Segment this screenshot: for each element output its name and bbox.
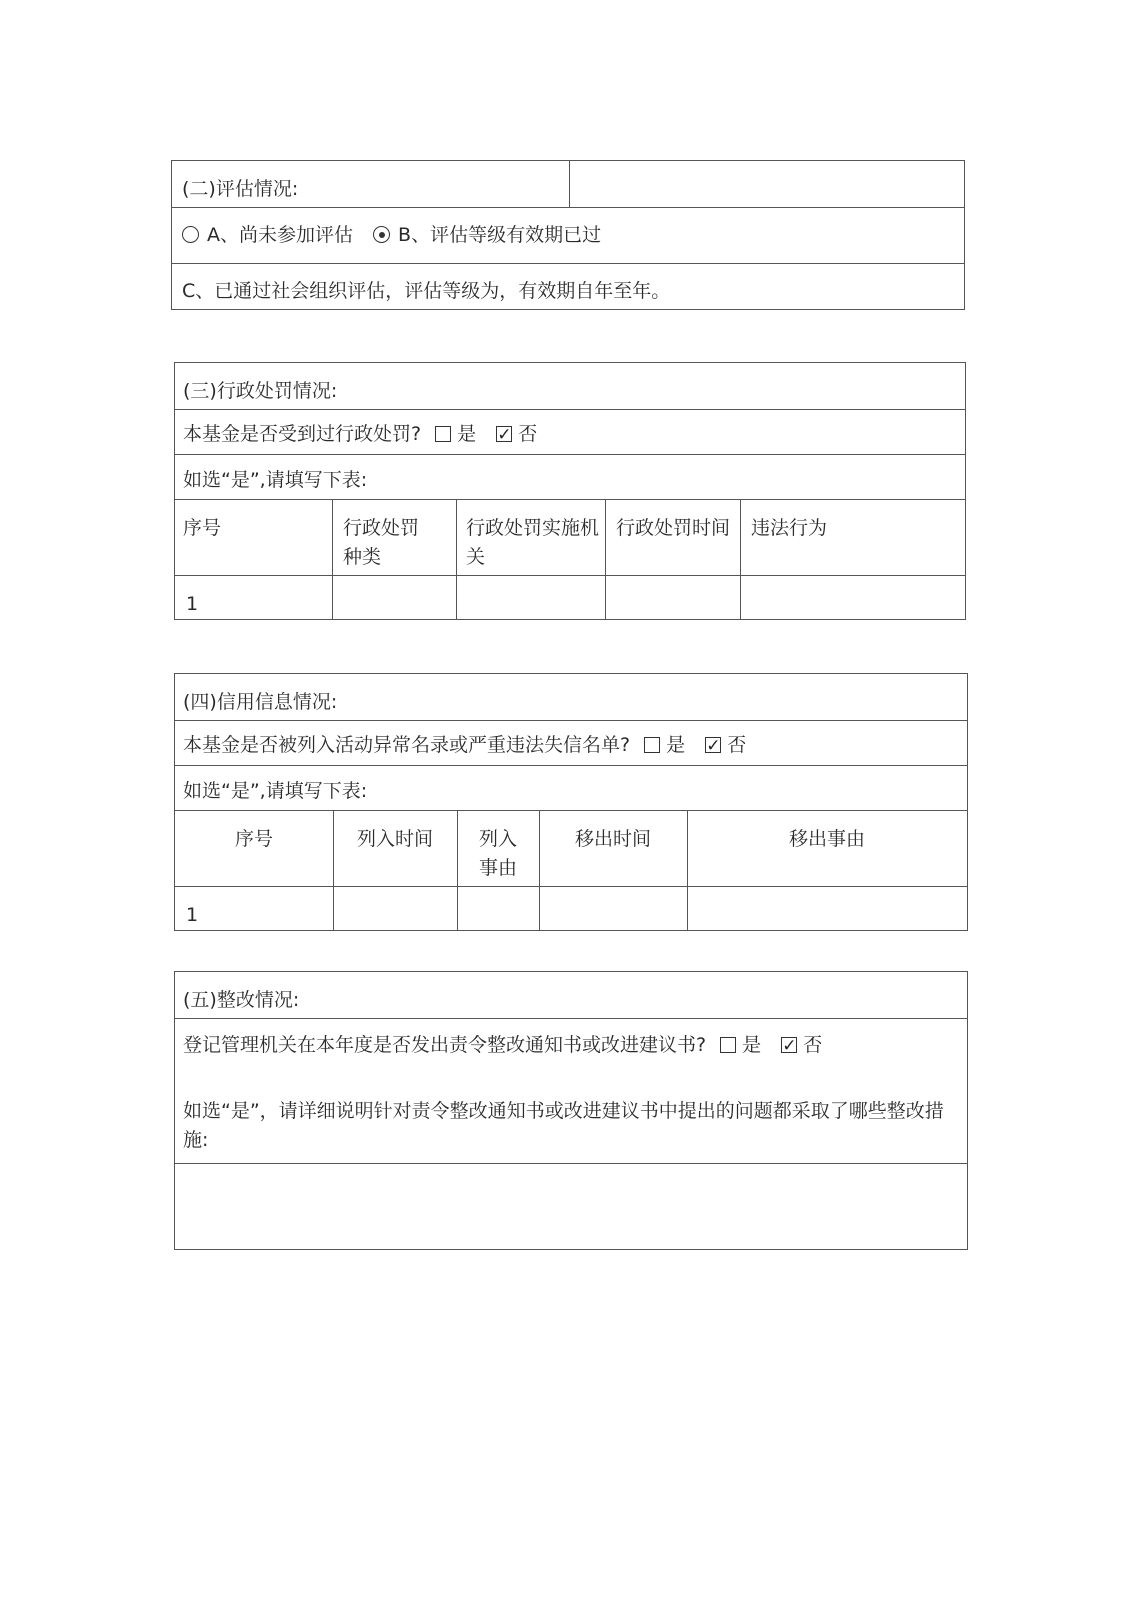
section-credit-note-row	[175, 765, 967, 810]
rectification-detail-prompt: 如选“是”，请详细说明针对责令整改通知书或改进建议书中提出的问题都采取了哪些整改措施:	[183, 1100, 944, 1151]
credit-header-cell	[687, 811, 967, 886]
penalty-header-authority: 行政处罚实施机关	[466, 517, 600, 568]
option-a-label: A、尚未参加评估	[207, 224, 353, 246]
section-credit	[174, 673, 968, 931]
rectification-question	[183, 1031, 822, 1060]
section-evaluation	[171, 160, 965, 310]
section-evaluation-options-row	[172, 207, 964, 263]
credit-yes-label: 是	[666, 734, 686, 756]
section-evaluation-title: (二)评估情况:	[182, 178, 299, 200]
rectification-question-text: 登记管理机关在本年度是否发出责令整改通知书或改进建议书?	[183, 1034, 707, 1056]
column-divider	[687, 887, 688, 931]
penalty-question-text: 本基金是否受到过行政处罚?	[183, 423, 422, 445]
rectification-no-checkbox[interactable]	[781, 1037, 797, 1053]
section-penalty-question-row	[175, 409, 965, 454]
section-credit-title: (四)信用信息情况:	[183, 691, 338, 713]
credit-header-out-reason: 移出事由	[788, 828, 865, 850]
penalty-header-type: 行政处罚种类	[343, 517, 420, 568]
penalty-no-checkbox[interactable]	[496, 426, 512, 442]
table-row	[175, 575, 965, 620]
section-rectification-title: (五)整改情况:	[183, 989, 300, 1011]
column-divider	[605, 576, 606, 620]
option-c-label: C、已通过社会组织评估，评估等级为，有效期自年至年。	[182, 280, 671, 302]
section-rectification-question-row	[175, 1018, 967, 1163]
option-b-label: B、评估等级有效期已过	[398, 224, 602, 246]
penalty-yes-label: 是	[457, 423, 477, 445]
penalty-header-no: 序号	[183, 517, 222, 539]
table-row	[175, 886, 967, 931]
column-divider	[539, 887, 540, 931]
credit-table-header-row	[175, 810, 967, 886]
section-penalty-title: (三)行政处罚情况:	[183, 380, 338, 402]
penalty-header-cell	[605, 500, 740, 575]
penalty-no-label: 否	[518, 423, 538, 445]
credit-no-checkbox[interactable]	[705, 737, 721, 753]
credit-header-in-time: 列入时间	[356, 828, 433, 850]
column-divider	[569, 161, 570, 207]
rectification-answer-row[interactable]	[175, 1163, 967, 1249]
credit-header-in-reason: 列入事由	[478, 828, 517, 879]
credit-header-cell	[457, 811, 539, 886]
section-penalty-title-row	[175, 363, 965, 409]
penalty-header-cell	[175, 500, 332, 575]
penalty-header-time: 行政处罚时间	[616, 517, 731, 539]
section-rectification-title-row	[175, 972, 967, 1018]
credit-header-no: 序号	[234, 828, 273, 850]
section-credit-title-row	[175, 674, 967, 720]
rectification-yes-checkbox[interactable]	[720, 1037, 736, 1053]
column-divider	[457, 887, 458, 931]
section-evaluation-option-c-row	[172, 263, 964, 309]
column-divider	[740, 576, 741, 620]
section-evaluation-title-row	[172, 161, 964, 207]
radio-option-b[interactable]	[373, 226, 390, 243]
credit-no-label: 否	[727, 734, 747, 756]
penalty-table-header-row	[175, 499, 965, 575]
penalty-header-violation: 违法行为	[751, 517, 828, 539]
credit-header-cell	[175, 811, 333, 886]
radio-option-a[interactable]	[182, 226, 199, 243]
rectification-yes-label: 是	[742, 1034, 762, 1056]
penalty-yes-checkbox[interactable]	[435, 426, 451, 442]
column-divider	[333, 887, 334, 931]
evaluation-options	[182, 221, 601, 250]
penalty-fill-note: 如选“是”,请填写下表:	[183, 469, 368, 491]
credit-yes-checkbox[interactable]	[644, 737, 660, 753]
section-penalty-note-row	[175, 454, 965, 499]
credit-fill-note: 如选“是”,请填写下表:	[183, 780, 368, 802]
credit-header-cell	[539, 811, 687, 886]
section-rectification	[174, 971, 968, 1250]
section-penalty	[174, 362, 966, 620]
rectification-no-label: 否	[803, 1034, 823, 1056]
credit-header-cell	[333, 811, 457, 886]
credit-question	[183, 731, 746, 760]
penalty-header-cell	[332, 500, 456, 575]
credit-header-out-time: 移出时间	[574, 828, 651, 850]
penalty-row-no: 1	[186, 593, 199, 615]
section-credit-question-row	[175, 720, 967, 765]
penalty-header-cell	[456, 500, 605, 575]
column-divider	[456, 576, 457, 620]
penalty-question	[183, 420, 537, 449]
credit-question-text: 本基金是否被列入活动异常名录或严重违法失信名单?	[183, 734, 631, 756]
penalty-header-cell	[740, 500, 965, 575]
column-divider	[332, 576, 333, 620]
credit-row-no: 1	[186, 904, 199, 926]
